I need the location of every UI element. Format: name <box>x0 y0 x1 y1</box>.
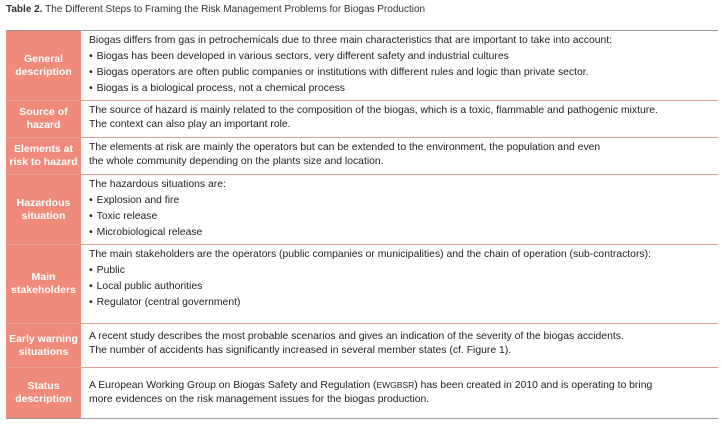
row-label: Hazardous situation <box>6 175 82 244</box>
table-caption-label: Table 2. <box>6 4 43 15</box>
text-segment: ) has been created in 2010 and is operating to bring <box>414 380 653 391</box>
table-caption <box>6 3 425 16</box>
bullet-item: • Biogas has been developed in various sectors, very different safety and industrial cultures <box>89 50 718 64</box>
row-text-line: The number of accidents has significantly increased in several member states (cf. Figure 1). <box>89 345 512 356</box>
bullet-item: • Microbiological release <box>89 226 718 240</box>
table-row-hazardous-situation <box>6 175 718 245</box>
table-row-elements-at-risk <box>6 138 718 175</box>
bullet-item: • Toxic release <box>89 210 718 224</box>
row-content <box>82 175 718 244</box>
row-label: Early warning situations <box>6 324 82 367</box>
table-caption-text: The Different Steps to Framing the Risk Management Problems for Biogas Production <box>42 4 426 15</box>
abbreviation: EWGBSR <box>376 380 415 390</box>
row-text-line: The hazardous situations are: <box>89 179 226 190</box>
row-text-line: The context can also play an important role. <box>89 119 291 130</box>
row-label: General description <box>6 31 82 100</box>
table-row-source-of-hazard <box>6 101 718 138</box>
bullet-item: • Biogas operators are often public companies or institutions with different rules and logic than private sector. <box>89 66 718 80</box>
row-text-line: the whole community depending on the plants size and location. <box>89 156 384 167</box>
row-text-line: A recent study describes the most probable scenarios and gives an indication of the severity of the biogas accidents. <box>89 331 624 342</box>
bullet-item: • Local public authorities <box>89 280 718 294</box>
table-row-status-description <box>6 368 718 418</box>
row-text-line: Biogas differs from gas in petrochemicals due to three main characteristics that are important to take into account: <box>89 35 613 46</box>
row-text-line: more evidences on the risk management issues for the biogas production. <box>89 394 430 405</box>
row-label: Main stakeholders <box>6 245 82 323</box>
table-row-early-warning <box>6 324 718 368</box>
row-text-line <box>89 378 718 393</box>
table-row-general-description <box>6 31 718 101</box>
row-label: Source of hazard <box>6 101 82 137</box>
bullet-item: • Public <box>89 264 718 278</box>
row-content <box>82 138 718 174</box>
risk-framing-table <box>6 30 718 419</box>
row-content <box>82 31 718 100</box>
bullet-item: • Explosion and fire <box>89 194 718 208</box>
row-label: Status description <box>6 368 82 418</box>
row-content <box>82 368 718 418</box>
bullet-item: • Regulator (central government) <box>89 296 718 310</box>
bullet-item: • Biogas is a biological process, not a chemical process <box>89 82 718 96</box>
row-content <box>82 245 718 323</box>
text-segment: A European Working Group on Biogas Safety and Regulation ( <box>89 380 377 391</box>
row-text-line: The elements at risk are mainly the operators but can be extended to the environment, the population and even <box>89 142 601 153</box>
row-content <box>82 101 718 137</box>
row-content <box>82 324 718 367</box>
table-row-main-stakeholders <box>6 245 718 324</box>
row-label: Elements at risk to hazard <box>6 138 82 174</box>
row-text-line: The source of hazard is mainly related to the composition of the biogas, which is a toxic, flammable and pathogenic mixture. <box>89 105 658 116</box>
row-text-line: The main stakeholders are the operators (public companies or municipalities) and the chain of operation (sub-contractors): <box>89 249 651 260</box>
